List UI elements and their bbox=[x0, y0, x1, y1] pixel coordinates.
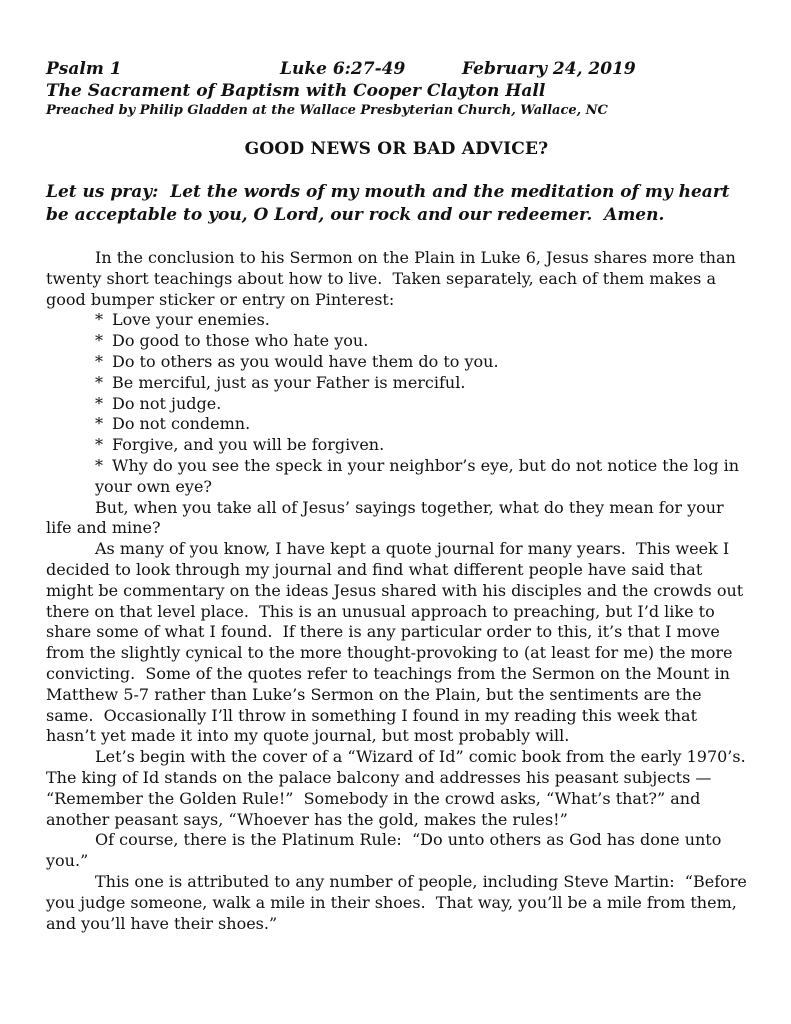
list-item bbox=[95, 352, 747, 373]
paragraph-quote-journal: As many of you know, I have kept a quote journal for many years. This week I decided to look through my journal and find what different people have said that might be commentary on the ideas Jesus shared with his disciples and the crowds out there on that level place. This is an unusual approach to preaching, but I’d like to share some of what I found. If there is any particular order to this, it’s that I move from the slightly cynical to the more thought-provoking to (at least for me) the more convicting. Some of the quotes refer to teachings from the Sermon on the Mount in Matthew 5-7 rather than Luke’s Sermon on the Plain, but the sentiments are the same. Occasionally I’ll throw in something I found in my reading this week that hasn’t yet made it into my quote journal, but most probably will. bbox=[46, 539, 749, 746]
page-content bbox=[46, 58, 756, 934]
bullet-marker: * bbox=[95, 310, 103, 330]
sermon-date: February 24, 2019 bbox=[462, 59, 636, 79]
scripture-reference-second: Luke 6:27-49 bbox=[280, 59, 406, 79]
paragraph-wizard-of-id: Let’s begin with the cover of a “Wizard of Id” comic book from the early 1970’s. The king of Id stands on the palace balcony and addresses his peasant subjects — “Remember the Golden Rule!” Somebody in the crowd asks, “What’s that?” and another peasant says, “Whoever has the gold, makes the rules!” bbox=[46, 747, 756, 829]
bullet-marker: * bbox=[95, 435, 103, 455]
list-item bbox=[95, 456, 747, 498]
bullet-text: Why do you see the speck in your neighbor’s eye, but do not notice the log in your own eye? bbox=[95, 455, 745, 496]
scripture-reference-first: Psalm 1 bbox=[46, 59, 122, 79]
list-item bbox=[95, 310, 747, 331]
list-item bbox=[95, 435, 747, 456]
bullet-text: Do to others as you would have them do to you. bbox=[112, 351, 499, 371]
paragraph-platinum-rule: Of course, there is the Platinum Rule: “Do unto others as God has done unto you.” bbox=[46, 830, 727, 871]
bullet-marker: * bbox=[95, 414, 103, 434]
header-scripture-line bbox=[46, 58, 747, 80]
sermon-title: GOOD NEWS OR BAD ADVICE? bbox=[244, 139, 549, 159]
list-item bbox=[95, 414, 747, 435]
baptism-occasion-line: The Sacrament of Baptism with Cooper Clayton Hall bbox=[46, 81, 546, 101]
list-item bbox=[95, 331, 747, 352]
bullet-text: Do not condemn. bbox=[112, 414, 251, 434]
paragraph-after-bullets: But, when you take all of Jesus’ sayings together, what do they mean for your life and mine? bbox=[46, 497, 729, 538]
bullet-text: Do good to those who hate you. bbox=[112, 331, 369, 351]
bullet-marker: * bbox=[95, 372, 103, 392]
list-item bbox=[95, 394, 747, 415]
teachings-bullet-list bbox=[95, 310, 747, 497]
opening-prayer: Let us pray: Let the words of my mouth and the meditation of my heart be acceptable to you, O Lord, our rock and our redeemer. Amen. bbox=[46, 182, 736, 225]
bullet-marker: * bbox=[95, 393, 103, 413]
bullet-marker: * bbox=[95, 351, 103, 371]
bullet-text: Love your enemies. bbox=[112, 310, 270, 330]
preacher-byline: Preached by Philip Gladden at the Wallace Presbyterian Church, Wallace, NC bbox=[46, 103, 608, 118]
paragraph-intro: In the conclusion to his Sermon on the Plain in Luke 6, Jesus shares more than twenty short teachings about how to live. Taken separately, each of them makes a good bumper sticker or entry on Pinterest: bbox=[46, 248, 741, 309]
bullet-text: Be merciful, just as your Father is merciful. bbox=[112, 372, 466, 392]
bullet-marker: * bbox=[95, 455, 103, 475]
sermon-body bbox=[46, 248, 756, 934]
bullet-text: Do not judge. bbox=[112, 393, 222, 413]
paragraph-steve-martin: This one is attributed to any number of people, including Steve Martin: “Before you judge someone, walk a mile in their shoes. That way, you’ll be a mile from them, and you’ll have their shoes.” bbox=[46, 871, 752, 933]
bullet-marker: * bbox=[95, 331, 103, 351]
list-item bbox=[95, 373, 747, 394]
bullet-text: Forgive, and you will be forgiven. bbox=[112, 435, 385, 455]
